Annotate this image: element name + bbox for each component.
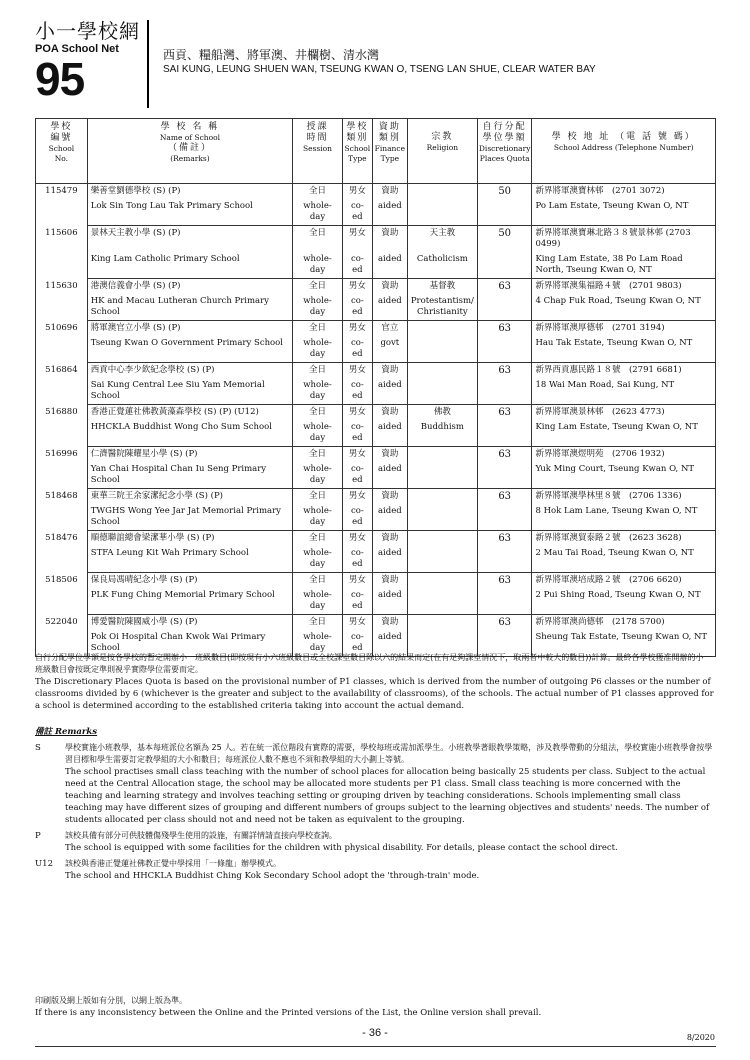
finance-type-zh: 資助 bbox=[372, 573, 407, 589]
edition-date: 8/2020 bbox=[686, 1033, 715, 1042]
remark-item bbox=[35, 858, 716, 882]
school-code: 516880 bbox=[36, 405, 88, 447]
religion-zh bbox=[407, 573, 477, 589]
religion-zh bbox=[407, 321, 477, 337]
quota: 63 bbox=[477, 363, 532, 405]
session-zh: 全日 bbox=[293, 489, 343, 505]
school-name-en: Pok Oi Hospital Chan Kwok Wai Primary School bbox=[87, 630, 292, 657]
school-code: 522040 bbox=[36, 615, 88, 657]
address-en: 2 Mau Tai Road, Tseung Kwan O, NT bbox=[532, 546, 716, 573]
quota: 50 bbox=[477, 184, 532, 226]
quota: 50 bbox=[477, 226, 532, 279]
address-en: Sheung Tak Estate, Tseung Kwan O, NT bbox=[532, 630, 716, 657]
school-type-en: co-ed bbox=[342, 588, 372, 615]
session-zh: 全日 bbox=[293, 447, 343, 463]
school-name-zh: 博愛醫院陳國威小學 (S) (P) bbox=[87, 615, 292, 631]
finance-type-zh: 官立 bbox=[372, 321, 407, 337]
remarks-title: 備註 Remarks bbox=[35, 727, 98, 737]
finance-type-zh: 資助 bbox=[372, 226, 407, 253]
school-name-zh: 保良局馮晴紀念小學 (S) (P) bbox=[87, 573, 292, 589]
religion-en: Catholicism bbox=[407, 252, 477, 279]
school-name-en: HK and Macau Lutheran Church Primary School bbox=[87, 294, 292, 321]
school-type-zh: 男女 bbox=[342, 447, 372, 463]
finance-type-en: aided bbox=[372, 462, 407, 489]
school-type-zh: 男女 bbox=[342, 489, 372, 505]
session-en: whole-day bbox=[293, 252, 343, 279]
school-type-en: co-ed bbox=[342, 336, 372, 363]
address-en: King Lam Estate, Tseung Kwan O, NT bbox=[532, 420, 716, 447]
address-en: King Lam Estate, 38 Po Lam Road North, Tseung Kwan O, NT bbox=[532, 252, 716, 279]
school-name-zh: 港澳信義會小學 (S) (P) bbox=[87, 279, 292, 295]
religion-en bbox=[407, 588, 477, 615]
bottom-divider bbox=[35, 1046, 716, 1047]
session-en: whole-day bbox=[293, 199, 343, 226]
address-zh: 新界將軍澳尚德邨 (2178 5700) bbox=[532, 615, 716, 631]
table-row bbox=[36, 489, 716, 505]
table-row bbox=[36, 378, 716, 405]
religion-en: Buddhism bbox=[407, 420, 477, 447]
table-row bbox=[36, 588, 716, 615]
address-en: 18 Wai Man Road, Sai Kung, NT bbox=[532, 378, 716, 405]
table-row bbox=[36, 294, 716, 321]
remark-item bbox=[35, 742, 716, 826]
school-name-en: Sai Kung Central Lee Siu Yam Memorial School bbox=[87, 378, 292, 405]
quota: 63 bbox=[477, 489, 532, 531]
school-type-en: co-ed bbox=[342, 420, 372, 447]
session-zh: 全日 bbox=[293, 363, 343, 379]
session-en: whole-day bbox=[293, 504, 343, 531]
religion-en bbox=[407, 199, 477, 226]
address-zh: 新界將軍澳寶琳北路３８號景林邨 (2703 0499) bbox=[532, 226, 716, 253]
table-row bbox=[36, 199, 716, 226]
religion-en bbox=[407, 504, 477, 531]
quota-note-zh: 自行分配學位學額是按各學校的暫定開辦小一班級數目(即按現有小六班級數目或全校課室數目除以六的結果而定(在有足夠課室情況下，取兩者中較大的數目))計算。最終各學校獲准開辦的小一班級數目會按既定準則視乎實際學位需要而定。 bbox=[35, 653, 712, 674]
school-name-zh: 順德聯誼總會梁潔華小學 (S) (P) bbox=[87, 531, 292, 547]
quota: 63 bbox=[477, 615, 532, 657]
session-zh: 全日 bbox=[293, 405, 343, 421]
school-code: 516996 bbox=[36, 447, 88, 489]
table-row bbox=[36, 363, 716, 379]
remark-text-en: The school is equipped with some facilities for the children with physical disability. For details, please contact the school direct. bbox=[65, 843, 618, 853]
district-name-en: SAI KUNG, LEUNG SHUEN WAN, TSEUNG KWAN O, TSENG LAN SHUE, CLEAR WATER BAY bbox=[163, 64, 596, 75]
religion-en bbox=[407, 462, 477, 489]
school-code: 115479 bbox=[36, 184, 88, 226]
session-en: whole-day bbox=[293, 546, 343, 573]
session-en: whole-day bbox=[293, 336, 343, 363]
session-zh: 全日 bbox=[293, 226, 343, 253]
school-type-zh: 男女 bbox=[342, 321, 372, 337]
religion-zh bbox=[407, 363, 477, 379]
table-row bbox=[36, 420, 716, 447]
school-code: 518506 bbox=[36, 573, 88, 615]
header-address: 學 校 地 址 （電 話 號 碼） School Address (Telephone Number) bbox=[532, 119, 716, 184]
school-net-block bbox=[35, 20, 149, 108]
district-block bbox=[163, 48, 723, 76]
header-quota: 自行分配 學位學額 Discretionary Places Quota bbox=[477, 119, 532, 184]
address-zh: 新界將軍澳厚德邨 (2701 3194) bbox=[532, 321, 716, 337]
religion-zh bbox=[407, 184, 477, 200]
notes-section bbox=[35, 652, 716, 882]
quota: 63 bbox=[477, 447, 532, 489]
address-en: 2 Pui Shing Road, Tseung Kwan O, NT bbox=[532, 588, 716, 615]
school-type-zh: 男女 bbox=[342, 573, 372, 589]
religion-zh: 天主教 bbox=[407, 226, 477, 253]
finance-type-zh: 資助 bbox=[372, 184, 407, 200]
finance-type-zh: 資助 bbox=[372, 405, 407, 421]
quota-note-en: The Discretionary Places Quota is based on the provisional number of P1 classes, which is derived from the number of outgoing P6 classes or the number of classrooms divided by 6 (whichever is the greater and subject to the availability of classrooms), of the schools. The actual number of P1 classes approved for a school is determined according to the established criteria taking into account the actual demand. bbox=[35, 677, 714, 711]
address-zh: 新界西貢惠民路１８號 (2791 6681) bbox=[532, 363, 716, 379]
table-row bbox=[36, 321, 716, 337]
school-name-en: King Lam Catholic Primary School bbox=[87, 252, 292, 279]
address-zh: 新界將軍澳景林邨 (2623 4773) bbox=[532, 405, 716, 421]
religion-en bbox=[407, 546, 477, 573]
school-list-table bbox=[35, 118, 716, 657]
table-row bbox=[36, 573, 716, 589]
school-name-zh: 西貢中心李少欽紀念學校 (S) (P) bbox=[87, 363, 292, 379]
table-row bbox=[36, 279, 716, 295]
table-row bbox=[36, 546, 716, 573]
header-finance-type: 資助 類別 Finance Type bbox=[372, 119, 407, 184]
religion-zh: 基督教 bbox=[407, 279, 477, 295]
address-zh: 新界將軍澳寶林邨 (2701 3072) bbox=[532, 184, 716, 200]
finance-type-zh: 資助 bbox=[372, 363, 407, 379]
remark-body bbox=[65, 742, 716, 826]
footer-note-en: If there is any inconsistency between the Online and the Printed versions of the List, the Online version shall prevail. bbox=[35, 1008, 542, 1018]
school-code: 518476 bbox=[36, 531, 88, 573]
school-code: 510696 bbox=[36, 321, 88, 363]
session-zh: 全日 bbox=[293, 321, 343, 337]
header-school-type: 學校 類別 School Type bbox=[342, 119, 372, 184]
school-net-title-en: POA School Net bbox=[35, 43, 119, 55]
school-name-zh: 仁濟醫院陳耀星小學 (S) (P) bbox=[87, 447, 292, 463]
school-name-en: HHCKLA Buddhist Wong Cho Sum School bbox=[87, 420, 292, 447]
finance-type-en: aided bbox=[372, 504, 407, 531]
finance-type-en: aided bbox=[372, 252, 407, 279]
school-type-en: co-ed bbox=[342, 546, 372, 573]
address-en: Hau Tak Estate, Tseung Kwan O, NT bbox=[532, 336, 716, 363]
session-en: whole-day bbox=[293, 462, 343, 489]
header-session: 授課 時間 Session bbox=[293, 119, 343, 184]
session-zh: 全日 bbox=[293, 531, 343, 547]
school-type-en: co-ed bbox=[342, 378, 372, 405]
session-zh: 全日 bbox=[293, 573, 343, 589]
table-header-row bbox=[36, 119, 716, 184]
school-name-en: Lok Sin Tong Lau Tak Primary School bbox=[87, 199, 292, 226]
remarks-list bbox=[35, 742, 716, 882]
table-row bbox=[36, 615, 716, 631]
address-en: 8 Hok Lam Lane, Tseung Kwan O, NT bbox=[532, 504, 716, 531]
school-name-zh: 樂善堂劉德學校 (S) (P) bbox=[87, 184, 292, 200]
school-name-zh: 東華三院王余家潔紀念小學 (S) (P) bbox=[87, 489, 292, 505]
address-zh: 新界將軍澳煜明苑 (2706 1932) bbox=[532, 447, 716, 463]
table-row bbox=[36, 504, 716, 531]
table-row bbox=[36, 447, 716, 463]
school-name-en: Yan Chai Hospital Chan Iu Seng Primary School bbox=[87, 462, 292, 489]
religion-zh: 佛教 bbox=[407, 405, 477, 421]
school-type-zh: 男女 bbox=[342, 279, 372, 295]
school-name-en: TWGHS Wong Yee Jar Jat Memorial Primary School bbox=[87, 504, 292, 531]
school-type-zh: 男女 bbox=[342, 531, 372, 547]
finance-type-en: aided bbox=[372, 294, 407, 321]
address-zh: 新界將軍澳培成路２號 (2706 6620) bbox=[532, 573, 716, 589]
footer-note-zh: 印刷版及網上版如有分別，以網上版為準。 bbox=[35, 996, 187, 1005]
address-en: 4 Chap Fuk Road, Tseung Kwan O, NT bbox=[532, 294, 716, 321]
finance-type-en: aided bbox=[372, 546, 407, 573]
footer-note bbox=[35, 995, 716, 1019]
session-en: whole-day bbox=[293, 294, 343, 321]
religion-en bbox=[407, 336, 477, 363]
finance-type-en: aided bbox=[372, 588, 407, 615]
school-type-zh: 男女 bbox=[342, 184, 372, 200]
quota: 63 bbox=[477, 531, 532, 573]
remark-item bbox=[35, 830, 716, 854]
page-header bbox=[35, 20, 725, 108]
religion-zh bbox=[407, 531, 477, 547]
remark-text-zh: 該校與香港正覺蓮社佛教正覺中學採用「一條龍」辦學模式。 bbox=[65, 859, 281, 868]
school-name-en: STFA Leung Kit Wah Primary School bbox=[87, 546, 292, 573]
school-code: 516864 bbox=[36, 363, 88, 405]
remark-text-en: The school and HHCKLA Buddhist Ching Kok Secondary School adopt the 'through-train' mode. bbox=[65, 871, 480, 881]
session-en: whole-day bbox=[293, 378, 343, 405]
religion-en: Protestantism/ Christianity bbox=[407, 294, 477, 321]
address-en: Po Lam Estate, Tseung Kwan O, NT bbox=[532, 199, 716, 226]
table-row bbox=[36, 226, 716, 253]
quota: 63 bbox=[477, 405, 532, 447]
school-type-en: co-ed bbox=[342, 462, 372, 489]
session-zh: 全日 bbox=[293, 184, 343, 200]
finance-type-zh: 資助 bbox=[372, 447, 407, 463]
table-row bbox=[36, 252, 716, 279]
quota: 63 bbox=[477, 573, 532, 615]
remark-body bbox=[65, 830, 716, 854]
school-type-en: co-ed bbox=[342, 630, 372, 657]
school-name-zh: 香港正覺蓮社佛教黃藻森學校 (S) (P) (U12) bbox=[87, 405, 292, 421]
school-rows bbox=[36, 184, 716, 657]
religion-zh bbox=[407, 489, 477, 505]
finance-type-en: govt bbox=[372, 336, 407, 363]
remark-text-zh: 學校實施小班教學，基本每班派位名額為 25 人。若在統一派位階段有實際的需要，學校每班或需加派學生。小班教學著眼教學策略，涉及教學帶動的分組法，學校實施小班教學會按學習目標和學生需要訂定教學組的大小和數目；每班派位人數不應也不須和教學組的大小劃上等號。 bbox=[65, 743, 713, 764]
school-type-en: co-ed bbox=[342, 504, 372, 531]
religion-zh bbox=[407, 615, 477, 631]
session-en: whole-day bbox=[293, 588, 343, 615]
school-code: 115630 bbox=[36, 279, 88, 321]
finance-type-zh: 資助 bbox=[372, 279, 407, 295]
table-row bbox=[36, 462, 716, 489]
finance-type-zh: 資助 bbox=[372, 531, 407, 547]
school-code: 115606 bbox=[36, 226, 88, 279]
remark-code: U12 bbox=[35, 859, 53, 869]
header-religion: 宗教 Religion bbox=[407, 119, 477, 184]
district-name-zh: 西貢、糧船灣、將軍澳、井欄樹、清水灣 bbox=[163, 48, 380, 62]
remark-text-en: The school practises small class teaching with the number of school places for allocation being basically 25 students per class. Subject to the actual need at the Central Allocation stage, the school may be allocated more students per P1 class. Small class teaching is more concerned with the teaching and learning strategy and involves teaching setting or grouping driven by teaching considerations. Schools implementing small class teaching may have different sizes of grouping and different numbers of groups subject to the learning objectives and students' needs. The number of students allocated per class should not and need not be taken as equivalent to the grouping. bbox=[65, 767, 710, 825]
quota: 63 bbox=[477, 279, 532, 321]
school-name-en: PLK Fung Ching Memorial Primary School bbox=[87, 588, 292, 615]
remark-code: S bbox=[35, 743, 41, 753]
table-row bbox=[36, 184, 716, 200]
address-zh: 新界將軍澳貿泰路２號 (2623 3628) bbox=[532, 531, 716, 547]
finance-type-en: aided bbox=[372, 420, 407, 447]
school-type-zh: 男女 bbox=[342, 615, 372, 631]
session-zh: 全日 bbox=[293, 615, 343, 631]
remark-text-zh: 該校具備有部分可供肢體傷殘學生使用的設施，有關詳情請直接向學校查詢。 bbox=[65, 831, 337, 840]
table-row bbox=[36, 405, 716, 421]
school-net-number: 95 bbox=[35, 53, 85, 105]
school-type-zh: 男女 bbox=[342, 363, 372, 379]
remark-code: P bbox=[35, 831, 41, 841]
school-name-zh: 景林天主教小學 (S) (P) bbox=[87, 226, 292, 253]
religion-zh bbox=[407, 447, 477, 463]
address-en: Yuk Ming Court, Tseung Kwan O, NT bbox=[532, 462, 716, 489]
school-name-zh: 將軍澳官立小學 (S) (P) bbox=[87, 321, 292, 337]
finance-type-en: aided bbox=[372, 199, 407, 226]
session-zh: 全日 bbox=[293, 279, 343, 295]
school-code: 518468 bbox=[36, 489, 88, 531]
school-name-en: Tseung Kwan O Government Primary School bbox=[87, 336, 292, 363]
school-net-title-zh: 小一學校網 bbox=[35, 19, 140, 43]
remark-body bbox=[65, 858, 716, 882]
religion-en bbox=[407, 378, 477, 405]
school-type-en: co-ed bbox=[342, 294, 372, 321]
table-row bbox=[36, 531, 716, 547]
table-row bbox=[36, 336, 716, 363]
quota: 63 bbox=[477, 321, 532, 363]
session-en: whole-day bbox=[293, 630, 343, 657]
finance-type-en: aided bbox=[372, 378, 407, 405]
school-type-zh: 男女 bbox=[342, 405, 372, 421]
finance-type-zh: 資助 bbox=[372, 489, 407, 505]
finance-type-zh: 資助 bbox=[372, 615, 407, 631]
header-school-no: 學校 編號 School No. bbox=[36, 119, 88, 184]
header-school-name: 學 校 名 稱 Name of School （備註） (Remarks) bbox=[87, 119, 292, 184]
address-zh: 新界將軍澳集福路４號 (2701 9803) bbox=[532, 279, 716, 295]
school-type-zh: 男女 bbox=[342, 226, 372, 253]
page-number: - 36 - bbox=[362, 1027, 388, 1039]
school-type-en: co-ed bbox=[342, 252, 372, 279]
address-zh: 新界將軍澳學林里８號 (2706 1336) bbox=[532, 489, 716, 505]
session-en: whole-day bbox=[293, 420, 343, 447]
school-type-en: co-ed bbox=[342, 199, 372, 226]
finance-type-en: aided bbox=[372, 630, 407, 657]
